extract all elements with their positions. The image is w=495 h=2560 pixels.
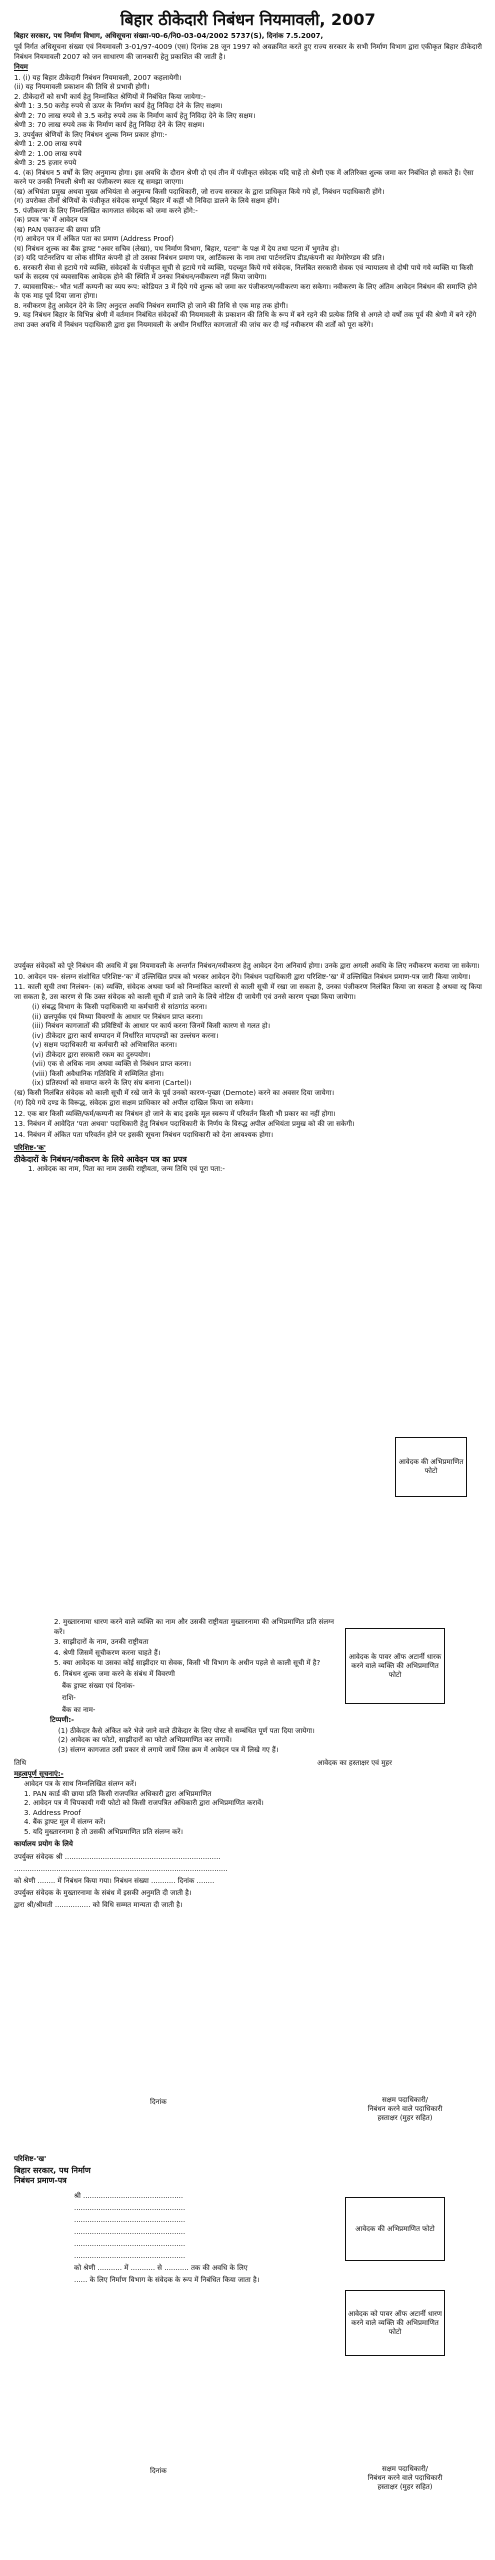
blacklist-reason: (i) संबद्ध विभाग के किसी पदाधिकारी या कर्मचारी से सांठगांठ करना। <box>32 1003 208 1011</box>
notes-list <box>14 1727 482 1756</box>
rule-paragraph: 11. काली सूची तथा निलंबन- (क) व्यक्ति, संवेदक अथवा फर्म को निम्नांकित कारणों से काली सूची में रखा जा सकता है, उनका पंजीकरण निलंबित किया जा सकता है अथवा रद्द किया जा सकता है, उस कारण से कि उक्त संवेदक को काली सूची में डाले जाने के लिये नोटिस दी जायेगी एवं उनसे कारण पृच्छा किया जायेगा। <box>14 983 482 1001</box>
rule-item: (क) प्रपत्र 'क' में आवेदन पत्र <box>14 216 88 224</box>
blacklist-reason: (v) सक्षम पदाधिकारी या कर्मचारी को अभित्रासित करना। <box>32 1041 178 1049</box>
form-questions <box>54 1618 334 1679</box>
officer-signature-2: सक्षम पदाधिकारी/ निबंधन करने वाले पदाधिकारी हस्ताक्षर (मुहर सहित) <box>367 2465 443 2491</box>
rule-item: 8. नवीकरण हेतु आवेदन देने के लिए अनुदत्त अवधि निबंधन समाप्ति हो जाने की तिथि से एक माह तक होगी। <box>14 301 289 310</box>
rule-paragraph: (ग) दिये गये दण्ड के विरूद्ध, संवेदक द्वारा सक्षम प्राधिकार को अपील दाखिल किया जा सकेगा। <box>14 1099 254 1107</box>
form-question: 5. क्या आवेदक या उसका कोई साझीदार या सेवक, किसी भी विभाग के अधीन पहले से काली सूची में है? <box>54 1659 321 1667</box>
form-question: 2. मुख्तारनामा धारण करने वाले व्यक्ति का नाम और उसकी राष्ट्रीयता मुख्तारनामा की अभिप्रमाणित प्रति संलग्न करें। <box>54 1618 334 1636</box>
certificate-line: को श्रेणी ........... में ........... से ........... तक की अवधि के लिए <box>74 2263 248 2272</box>
certificate-line: .................................................. <box>74 2227 186 2236</box>
attorney-photo-box: आवेदक के पावर ऑफ अटार्नी धारक करने वाले व्यक्ति की अभिप्रमाणित फोटो <box>345 1628 445 1704</box>
rule-item: श्रेणी 3: 70 लाख रुपये तक के निर्माण कार्य हेतु निविदा देने के लिए सक्षम। <box>14 121 205 129</box>
date-label-3: दिनांक <box>150 2467 167 2475</box>
fee-field: बैंक का नाम- <box>62 1706 96 1714</box>
rules-section <box>14 8 482 330</box>
rule-item: 9. यह निबंधन बिहार के विभिन्न श्रेणी में वर्तमान निबंधित संवेदकों की नियमावली के प्रकाशन की तिथि के रूप में बने रहने की प्रत्येक तिथि से अगले दो वर्षों तक पूर्व की श्रेणी में बने रहेंगे तथा उक्त अवधि में निबंधन पदाधिकारी द्वारा इस नियमावली के अधीन निर्धारित कागजातों की जांच कर दी गई नवीकरण की शर्तों को पूरा करेंगे। <box>14 311 477 329</box>
rule-paragraph: उपर्युक्त संवेदकों को पूरे निबंधन की अवधि में इस नियमावली के अन्तर्गत निबंधन/नवीकरण हेतु आवेदन देना अनिवार्य होगा। उनके द्वारा अगली अवधि के लिए नवीकरण कराया जा सकेगा। <box>14 962 480 970</box>
rule-paragraph: 12. एक बार किसी व्यक्ति/फर्म/कम्पनी का निबंधन हो जाने के बाद इसके मूल स्वरूप में परिवर्तन किसी भी प्रकार का नहीं होगा। <box>14 1109 336 1118</box>
preamble: पूर्व निर्गत अधिसूचना संख्या एवं नियमावली 3-01/97-4009 (एस) दिनांक 28 जून 1997 को अवक्रमित करते हुए राज्य सरकार के सभी निर्माण विभाग द्वारा एकीकृत बिहार ठीकेदारी निबंधन नियमावली 2007 को जन साधारण की जानकारी हेतु प्रकाशित की जाती है। <box>14 43 482 61</box>
rule-item: 2. ठीकेदारों को सभी कार्य हेतु निम्नांकित श्रेणियों में निबंधित किया जायेगा:- <box>14 92 206 101</box>
attachment-item: आवेदन पत्र के साथ निम्नलिखित संलग्न करें। <box>24 1780 137 1788</box>
attachments-list <box>14 1780 482 1837</box>
attachment-item: 5. यदि मुख्तारनामा है तो उसकी अभिप्रमाणित प्रति संलग्न करें। <box>24 1827 183 1836</box>
annexure-a-heading: परिशिष्ट-'क' <box>14 1144 46 1152</box>
attachment-item: 2. आवेदन पत्र में चिपकायी गयी फोटो को किसी राजपत्रित अधिकारी द्वारा अभिप्रमाणित करावें। <box>24 1799 264 1807</box>
applicant-signature: आवेदक का हस्ताक्षर एवं मुहर <box>317 1759 392 1767</box>
rule-item: (ङ) यदि पार्टनरशिप या लोक सीमित कंपनी हो तो उसका निबंधन प्रमाण पत्र, आर्टिकल्स के नाम तथा पार्टनरशिप डीड/कंपनी का मेमोरेण्डम की प्रति। <box>14 254 385 262</box>
attachment-item: 3. Address Proof <box>24 1808 81 1817</box>
rule-paragraph: 14. निबंधन में अंकित पता परिवर्तन होने पर इसकी सूचना निबंधन पदाधिकारी को देना आवश्यक होगा। <box>14 1130 274 1139</box>
rule-item: श्रेणी 2: 70 लाख रुपये से 3.5 करोड़ रुपये तक के निर्माण कार्य हेतु निविदा देने के लिए सक्षम। <box>14 111 256 120</box>
rule-item: श्रेणी 1: 3.50 करोड़ रुपये से ऊपर के निर्माण कार्य हेतु निविदा देने के लिए सक्षम। <box>14 102 223 110</box>
blacklist-reason: (iv) ठीकेदार द्वारा कार्य सम्पादन में निर्धारित मापदण्डों का उल्लंघन करना। <box>32 1031 219 1040</box>
officer-signature-1: सक्षम पदाधिकारी/ निबंधन करने वाले पदाधिकारी हस्ताक्षर (मुहर सहित) <box>367 2096 443 2122</box>
notification-header: बिहार सरकार, पथ निर्माण विभाग, अधिसूचना संख्या-प0-6/नि0-03-04/2002 5737(S), दिनांक 7.5.2007, <box>14 32 324 40</box>
rule-item: 3. उपर्युक्त श्रेणियों के लिए निबंधन शुल्क निम्न प्रकार होगा:- <box>14 130 168 139</box>
government-dept: बिहार सरकार, पथ निर्माण <box>14 2165 91 2175</box>
attachment-item: 4. बैंक ड्राफ्ट मूल में संलग्न करें। <box>24 1818 106 1826</box>
notes-heading: टिप्पणी:- <box>50 1716 75 1724</box>
blacklist-reason: (ii) छलपूर्वक एवं मिथ्या विवरणों के आधार पर निबंधन प्राप्त करना। <box>32 1012 203 1021</box>
rule-item: 5. पंजीकरण के लिए निम्नलिखित कागजात संवेदक को जमा करने होंगे:- <box>14 206 198 215</box>
certificate-attorney-photo-box: आवेदक को पावर ऑफ अटार्नी धारण करने वाले व्यक्ति की अभिप्रमाणित फोटो <box>345 2290 445 2356</box>
blacklist-reason: (ix) प्रतिस्पर्धा को समाप्त करने के लिए संघ बनाना (Cartel)। <box>32 1079 192 1087</box>
attachment-item: 1. PAN कार्ड की छाया प्रति किसी राजपत्रित अधिकारी द्वारा अभिप्रमाणित <box>24 1789 212 1798</box>
note-item: (1) ठीकेदार कैसे अंकित करे भेजे जाने वाले ठीकेदार के लिए पोस्ट से सम्बंधित पूर्ण पता दिया जायेगा। <box>58 1726 315 1735</box>
certificate-line: श्री ............................................. <box>74 2191 184 2200</box>
certificate-photo-box: आवेदक की अभिप्रमाणित फोटो <box>345 2197 445 2261</box>
note-item: (3) संलग्न कागजात उसी प्रकार से लगाये जायें जिस क्रम में आवेदन पत्र में लिखे गए हैं। <box>58 1745 279 1754</box>
rule-item: 6. सरकारी सेवा से हटाये गये व्यक्ति, संवेदकों के पंजीकृत सूची से हटाये गये व्यक्ति, पदच्युत किये गये संवेदक, निलंबित सरकारी सेवक एवं न्यायालय से दोषी पाये गये व्यक्ति या किसी फर्म के सदस्य एवं व्यवसायिक आवेदक होने की स्थिति में उनका निबंधन/नवीकरण नहीं किया जायेगा। <box>14 263 474 281</box>
annexure-b-heading: परिशिष्ट-'ख' <box>14 2155 47 2163</box>
form-question-1: 1. आवेदक का नाम, पिता का नाम उसकी राष्ट्रीयता, जन्म तिथि एवं पूरा पता:- <box>28 1165 225 1173</box>
office-use-lines <box>14 1851 482 1911</box>
certificate-line: .................................................. <box>74 2215 186 2224</box>
rule-item: 1. (i) यह बिहार ठीकेदारी निबंधन नियमावली, 2007 कहलायेगी। <box>14 73 182 82</box>
blacklist-reason: (vii) एक से अधिक नाम अथवा व्यक्ति से निबंधन प्राप्त करना। <box>32 1060 192 1068</box>
form-question: 3. साझीदारों के नाम, उनकी राष्ट्रीयता <box>54 1638 149 1646</box>
blacklist-reason: (iii) निबंधन कागजातों की प्रविष्टियों के आधार पर कार्य करना जिनमें किसी कारण से गलत हो। <box>32 1022 271 1030</box>
date-label: तिथि <box>14 1759 27 1767</box>
certificate-line: .................................................. <box>74 2239 186 2248</box>
rule-item: 7. व्यावसायिक:- भौत भर्ती कम्पनी का व्यय रूप: कोडियत 3 में दिये गये शुल्क को जमा कर पंजीकरण/नवीकरण करा सकेगा। नवीकरण के लिए अंतिम आवेदन निबंधन की समाप्ति होने के एक माह पूर्व दिया जाना होगा। <box>14 282 477 300</box>
rule-item: (ग) आवेदन पत्र में अंकित पता का प्रमाण (Address Proof) <box>14 235 174 243</box>
certificate-title: निबंधन प्रमाण-पत्र <box>14 2176 67 2185</box>
attachments-heading: महत्वपूर्ण सूचनाएं:- <box>14 1769 64 1778</box>
rules-continued-paras <box>14 962 482 1002</box>
rule-item: श्रेणी 3: 25 हजार रुपये <box>14 159 77 167</box>
applicant-photo-box: आवेदक की अभिप्रमाणित फोटो <box>395 1437 467 1497</box>
rule-item: (ख) अभियंता प्रमुख अथवा मुख्य अभियंता से अनुमन्य किसी पदाधिकारी, जो राज्य सरकार के द्वारा प्राधिकृत किये गये हों, निबंधन पदाधिकारी होंगे। <box>14 187 385 196</box>
rule-item: (घ) निबंधन शुल्क का बैंक ड्राफ्ट "अवर सचिव (लेखा), पथ निर्माण विभाग, बिहार, पटना" के पक्ष में देय तथा पटना में भुगतेय हो। <box>14 244 340 253</box>
rule-item: (ग) उपरोक्त तीनों श्रेणियों के पंजीकृत संवेदक सम्पूर्ण बिहार में कहीं भी निविदा डालने के लिये सक्षम होंगे। <box>14 197 280 205</box>
office-line: ................................................................................................ <box>14 1864 228 1873</box>
certificate-lines <box>74 2190 374 2286</box>
note-item: (2) आवेदक का फोटो, साझीदारों का फोटो अभिप्रमाणित कर लगावें। <box>58 1736 232 1744</box>
certificate-line: .................................................. <box>74 2203 186 2212</box>
rule-paragraph: (ख) किसी निलंबित संवेदक को काली सूची में रखे जाने के पूर्व उनको कारण-पृच्छा (Demote) करने का अवसर दिया जायेगा। <box>14 1088 335 1097</box>
form-question: 6. निबंधन शुल्क जमा करने के संबंध में विवरणी <box>54 1669 175 1678</box>
rule-item: श्रेणी 2: 1.00 लाख रुपये <box>14 149 82 158</box>
rules-heading: नियम <box>14 63 28 71</box>
office-line: उपर्युक्त संवेदक के मुख्तारनामा के संबंध में इसकी अनुमति दी जाती है। <box>14 1888 192 1897</box>
office-line: द्वारा श्री/श्रीमती ................ को विधि सम्मत मान्यता दी जाती है। <box>14 1900 183 1909</box>
form-question: 4. श्रेणी जिसमें सूचीकरण करना चाहते हैं। <box>54 1648 161 1657</box>
rules-list <box>14 74 482 331</box>
rules-continued-section <box>14 962 482 1176</box>
fee-field: बैंक ड्राफ्ट संख्या एवं दिनांक- <box>62 1682 135 1690</box>
form-title: ठीकेदारों के निबंधन/नवीकरण के लिये आवेदन पत्र का प्रपत्र <box>14 1154 187 1164</box>
office-line: को श्रेणी ........ में निबंधन किया गया। निबंधन संख्या ........... दिनांक ........ <box>14 1876 215 1885</box>
rule-paragraph: 10. आवेदन पत्र- संलग्न संशोधित परिशिष्ट-'क' में उल्लिखित प्रपत्र को भरकर आवेदन देंगे। निबंधन पदाधिकारी द्वारा परिशिष्ट-'ख' में उल्लिखित निबंधन प्रमाण-पत्र जारी किया जायेगा। <box>14 972 471 981</box>
rules-final-paras <box>14 1089 482 1141</box>
document-title: बिहार ठीकेदारी निबंधन नियमावली, 2007 <box>120 10 376 29</box>
certificate-line: ...... के लिए निर्माण विभाग के संवेदक के रूप में निबंधित किया जाता है। <box>74 2275 260 2284</box>
rule-item: 4. (क) निबंधन 5 वर्षों के लिए अनुमान्य होगा। इस अवधि के दौरान श्रेणी दो एवं तीन में पंजीकृत संवेदक यदि चाहें तो श्रेणी एक में अतिरिक्त शुल्क जमा कर निबंधित हो सकते हैं। ऐसा करने पर उनकी निचली श्रेणी का पंजीकरण स्वतः रद्द समझा जाएगा। <box>14 168 474 186</box>
rule-item: (ख) PAN एकाउन्ट की छाया प्रति <box>14 225 101 234</box>
blacklist-reason: (vi) ठीकेदार द्वारा सरकारी रकम का दुरुपयोग। <box>32 1050 151 1059</box>
date-label-2: दिनांक <box>150 2098 167 2106</box>
rule-item: (ii) यह नियमावली प्रकाशन की तिथि से प्रभावी होगी। <box>14 83 150 91</box>
rule-paragraph: 13. निबंधन में आवेदित 'पता अथवा' पदाधिकारी हेतु निबंधन पदाधिकारी के निर्णय के विरुद्ध अपील अभियंता प्रमुख को की जा सकेगी। <box>14 1120 355 1128</box>
fee-field: राशि- <box>62 1694 76 1702</box>
blacklist-reason: (viii) किसी अवैधानिक गतिविधि में सम्मिलित होना। <box>32 1069 164 1078</box>
rule-item: श्रेणी 1: 2.00 लाख रुपये <box>14 140 82 148</box>
blacklist-reasons <box>14 1003 482 1089</box>
office-use-heading: कार्यालय प्रयोग के लिये <box>14 1840 73 1848</box>
office-line: उपर्युक्त संवेदक श्री ...................................................................... <box>14 1852 221 1861</box>
certificate-line: .................................................. <box>74 2251 186 2260</box>
